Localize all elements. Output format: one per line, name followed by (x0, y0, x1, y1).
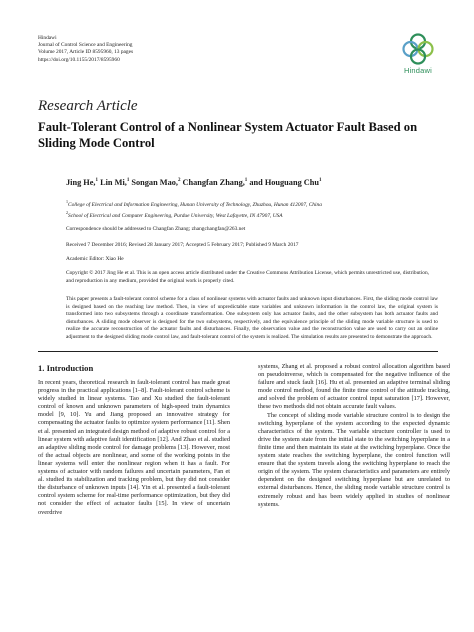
affiliation-text: School of Electrical and Computer Engineering, Purdue University, West Lafayette, IN 47907, USA (68, 213, 283, 220)
author-affil-marker: 1 (95, 178, 99, 184)
journal-meta (38, 35, 133, 64)
author-affil-marker: 1 (244, 178, 248, 184)
author-affil-marker: 1 (126, 178, 130, 184)
hindawi-logo (393, 32, 443, 80)
affiliation-marker: 2 (66, 210, 68, 216)
affiliation-text: College of Electrical and Information Engineering, Hunan University of Technology, Zhuzhou, Hunan 412007, China (68, 201, 322, 208)
body-paragraph: The concept of sliding mode variable structure control is to design the switching hyperplane of the system according to the expected dynamic characteristics of the system. The variable structure controller is used to drive the system state from the initial state to the switching hyperplane in a finite time and then maintain its state at the switching hyperplane. Once the system state reaches the switching hyperplane, the control function will ensure that the system travels along the switching hyperplane to reach the origin of the system. The system characteristics and parameters are entirely dependent on the designed switching hyperplane but are unrelated to external disturbances. Hence, the sliding mode variable structure control is extremely robust and has been widely applied in studies of nonlinear systems. (258, 411, 450, 508)
affiliation-marker: 1 (66, 199, 68, 204)
volume-line: Volume 2017, Article ID 8595960, 13 pages (38, 49, 134, 56)
doi-link[interactable]: https://doi.org/10.1155/2017/8595960 (38, 56, 120, 63)
academic-editor: Academic Editor: Xiao He (66, 256, 124, 262)
journal-name: Journal of Control Science and Engineering (38, 42, 133, 49)
article-dates: Received 7 December 2016; Revised 28 January 2017; Accepted 5 February 2017; Published 9 March 2017 (66, 242, 299, 248)
affiliations (66, 198, 322, 221)
logo-text: Hindawi (403, 66, 433, 75)
left-column (38, 379, 230, 517)
body-paragraph: In recent years, theoretical research in fault-tolerant control has made great progress in the practical applications [1–8]. Fault-tolerant control scheme is widely studied in linear systems. Tao and Xu studied the fault-tolerant control of known and unknown parameters of high-speed train dynamics model [9, 10]. Yu and Jiang proposed an innovative strategy for compensating the actuator faults to optimize system performance [11]. Shen et al. presented an integrated design method of adaptive robust control for a linear system with adaptive fault identification [12]. And Zhao et al. studied an adaptive sliding mode control for damage problems [13]. However, most of the actual objects are nonlinear, and some of the working points in the linear systems will enter the nonlinear region when it has a fault. For systems of actuator with random failures and uncertain parameters, Fan et al. studied its stabilization and tracking problem, but they did not consider the disturbance of unknown inputs [14]. Yin et al. presented a fault-tolerant control system scheme for real-time performance optimization, but they did not consider the effect of actuator faults [15]. In view of uncertain overdrive (38, 379, 230, 516)
article-title: Fault-Tolerant Control of a Nonlinear System Actuator Fault Based on Sliding Mode Control (38, 120, 418, 150)
author-list (66, 178, 322, 187)
section-heading: 1. Introduction (38, 363, 94, 373)
author-name[interactable]: Changfan Zhang, (180, 178, 245, 187)
publisher-name: Hindawi (38, 35, 57, 41)
author-name[interactable]: and Houguang Chu (247, 178, 320, 187)
article-type: Research Article (38, 98, 138, 114)
section-divider (38, 351, 438, 352)
author-name[interactable]: Jing He, (66, 178, 96, 187)
author-affil-marker: 1 (319, 178, 322, 184)
author-name[interactable]: Lin Mi, (98, 178, 127, 187)
body-paragraph: systems, Zhang et al. proposed a robust control allocation algorithm based on pseudoinverse, which is compensated for the negative influence of the failure and stuck fault [16]. Hu et al. presented an adaptive terminal sliding mode control method, found the finite time control of the attitude tracking, and solved the problem of actuator control input saturation [17]. However, these two methods did not obtain accurate fault values. (258, 363, 450, 411)
correspondence: Correspondence should be addressed to Changfan Zhang; zhangchangfan@263.net (66, 226, 246, 232)
author-name[interactable]: Songan Mao, (129, 178, 178, 187)
affiliation-line (66, 209, 322, 220)
abstract: This paper presents a fault-tolerant control scheme for a class of nonlinear systems with actuator faults and unknown input disturbances. First, the sliding mode control law is designed based on the reaching law method. Then, in view of unpredictable state variables and unknown information in the control law, the original system is transformed into two subsystems through a coordinate transformation. One subsystem only has actuator faults, and the other subsystem has both actuator faults and disturbances. A sliding mode observer is designed for the two subsystems, respectively, and the equivalence principle of the sliding mode variable structure is used to realize the accurate reconstruction of the actuator faults and disturbances. Finally, the observation value and the reconstruction value are used to carry out an online adjustment to the designed sliding mode control law, and fault-tolerant control of the system is realized. The simulation results are presented to demonstrate the approach. (66, 296, 438, 340)
copyright-notice: Copyright © 2017 Jing He et al. This is an open access article distributed under the Creative Commons Attribution License, which permits unrestricted use, distribution, and reproduction in any medium, provided the original work is properly cited. (66, 270, 430, 284)
affiliation-line (66, 198, 322, 209)
right-column (258, 363, 450, 509)
hindawi-rings-icon (401, 32, 435, 66)
author-affil-marker: 2 (177, 178, 181, 184)
